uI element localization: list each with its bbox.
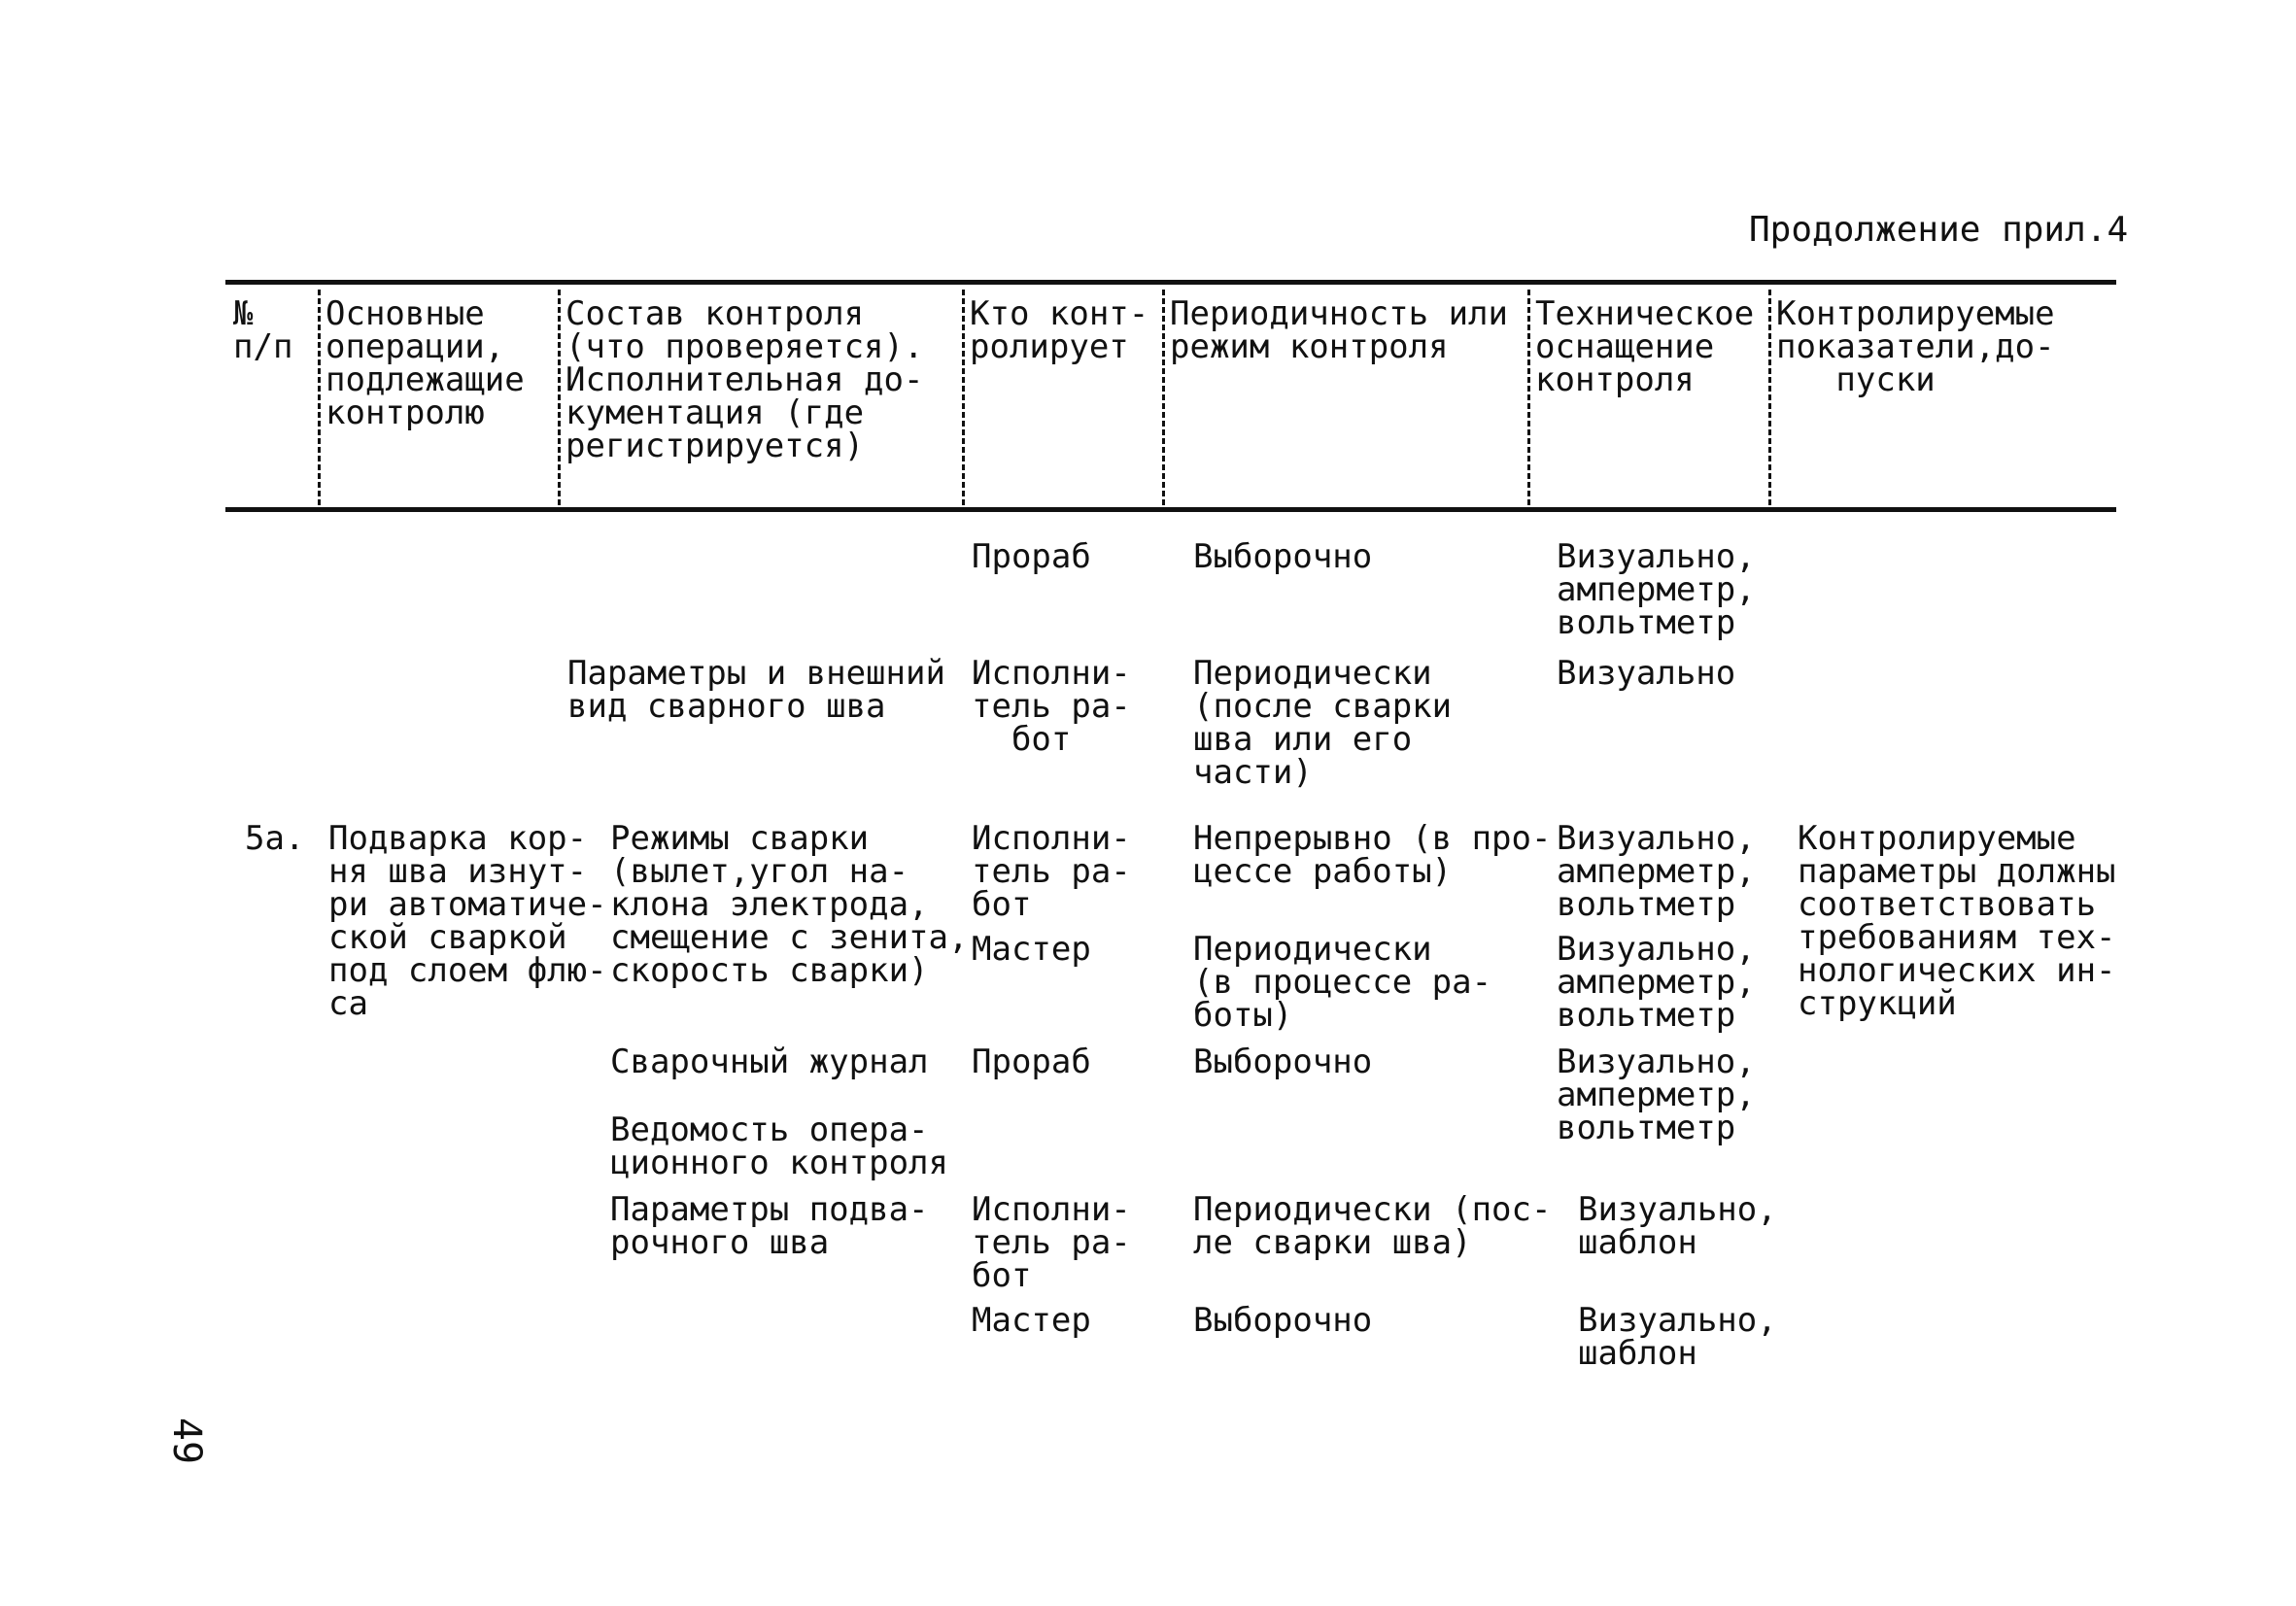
header-controller: Кто конт- ролирует [970, 294, 1149, 366]
r4-controller: Прораб [972, 1042, 1091, 1081]
r3-parameters: Контролируемые параметры должны соответствовать требованиям тех- нологических ин- струкций [1798, 819, 2116, 1023]
r3-equipment-a: Визуально, амперметр, вольтметр [1557, 819, 1756, 924]
r2-equipment: Визуально [1557, 654, 1736, 693]
r1-equipment: Визуально, амперметр, вольтметр [1557, 537, 1756, 642]
r4-control-scope: Сварочный журнал [610, 1042, 929, 1081]
r6-controller: Исполни- тель ра- бот [972, 1190, 1131, 1295]
r7-controller: Мастер [972, 1301, 1091, 1340]
r3-periodicity-a: Непрерывно (в про- цессе работы) [1193, 819, 1552, 891]
r4-equipment: Визуально, амперметр, вольтметр [1557, 1042, 1756, 1147]
r3-controller-a: Исполни- тель ра- бот [972, 819, 1131, 924]
r4-periodicity: Выборочно [1193, 1042, 1373, 1081]
column-separator [1527, 290, 1530, 505]
header-control-scope: Состав контроля (что проверяется). Исполнительная до- кументация (где регистрируется) [565, 294, 924, 465]
table-top-rule [225, 280, 2116, 285]
r3-operation: Подварка кор- ня шва изнут- ри автоматиче- ской сваркой под слоем флю- са [328, 819, 607, 1023]
r2-control-scope: Параметры и внешний вид сварного шва [567, 654, 945, 726]
r3-equipment-b: Визуально, амперметр, вольтметр [1557, 930, 1756, 1035]
r7-periodicity: Выборочно [1193, 1301, 1373, 1340]
r3-control-scope: Режимы сварки (вылет,угол на- клона электрода, смещение с зенита, скорость сварки) [610, 819, 969, 990]
r5-control-scope: Ведомость опера- ционного контроля [610, 1111, 948, 1182]
column-separator [1768, 290, 1771, 505]
header-parameters: Контролируемые показатели,до- пуски [1776, 294, 2055, 399]
page-number: 49 [164, 1417, 210, 1465]
r2-periodicity: Периодически (после сварки шва или его части) [1193, 654, 1453, 792]
r6-periodicity: Периодически (пос- ле сварки шва) [1193, 1190, 1552, 1262]
column-separator [558, 290, 561, 505]
r1-controller: Прораб [972, 537, 1091, 576]
table-header-bottom-rule [225, 507, 2116, 512]
r1-periodicity: Выборочно [1193, 537, 1373, 576]
header-periodicity: Периодичность или режим контроля [1170, 294, 1508, 366]
header-num: № п/п [233, 294, 293, 366]
header-operations: Основные операции, подлежащие контролю [326, 294, 525, 432]
r6-control-scope: Параметры подва- рочного шва [610, 1190, 929, 1262]
r3-controller-b: Мастер [972, 930, 1091, 969]
r3-periodicity-b: Периодически (в процессе ра- боты) [1193, 930, 1492, 1035]
r6-equipment: Визуально, шаблон [1578, 1190, 1777, 1262]
continuation-label: Продолжение прил.4 [1749, 210, 2129, 250]
r3-number: 5а. [245, 819, 305, 858]
column-separator [1162, 290, 1165, 505]
r7-equipment: Визуально, шаблон [1578, 1301, 1777, 1373]
column-separator [962, 290, 965, 505]
column-separator [318, 290, 321, 505]
r2-controller: Исполни- тель ра- бот [972, 654, 1131, 759]
header-equipment: Техническое оснащение контроля [1535, 294, 1755, 399]
